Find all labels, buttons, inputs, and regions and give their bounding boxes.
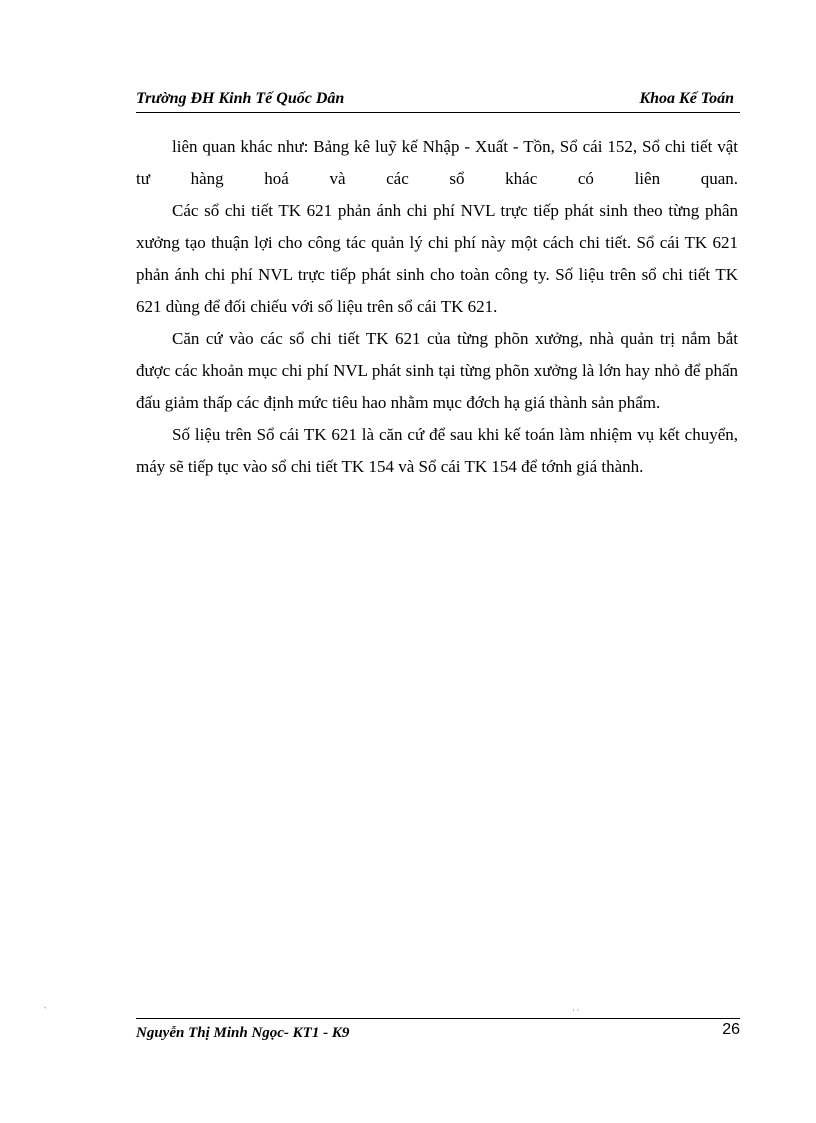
body-text: [136, 131, 738, 483]
scan-speck: · ·: [572, 1006, 580, 1015]
paragraph-2: Các sổ chi tiết TK 621 phản ánh chi phí NVL trực tiếp phát sinh theo từng phân xưởng tạo thuận lợi cho công tác quản lý chi phí này một cách chi tiết. Sổ cái TK 621 phản ánh chi phí NVL trực tiếp phát sinh cho toàn công ty. Số liệu trên sổ chi tiết TK 621 dùng để đối chiếu với số liệu trên sổ cái TK 621.: [136, 201, 738, 316]
footer-author: Nguyễn Thị Minh Ngọc- KT1 - K9: [136, 1025, 350, 1041]
paragraph-4: Số liệu trên Sổ cái TK 621 là căn cứ để sau khi kế toán làm nhiệm vụ kết chuyển, máy sẽ tiếp tục vào sổ chi tiết TK 154 và Sổ cái TK 154 để tớnh giá thành.: [136, 425, 738, 476]
header-university: Trường ĐH Kinh Tế Quốc Dân: [136, 90, 345, 107]
page-number: 26: [722, 1021, 740, 1038]
paragraph-1: liên quan khác như: Bảng kê luỹ kế Nhập - Xuất - Tồn, Sổ cái 152, Sổ chi tiết vật tư hàng hoá và các sổ khác có liên quan.: [136, 137, 738, 188]
page-footer: [136, 1018, 740, 1043]
scan-speck: `: [44, 1006, 47, 1015]
header-faculty: Khoa Kế Toán: [639, 90, 734, 107]
paragraph-3: Căn cứ vào các sổ chi tiết TK 621 của từng phõn xưởng, nhà quản trị nắm bắt được các khoản mục chi phí NVL phát sinh tại từng phõn xưởng là lớn hay nhỏ để phấn đấu giảm thấp các định mức tiêu hao nhằm mục đớch hạ giá thành sản phẩm.: [136, 329, 738, 412]
page-header: [136, 88, 740, 113]
